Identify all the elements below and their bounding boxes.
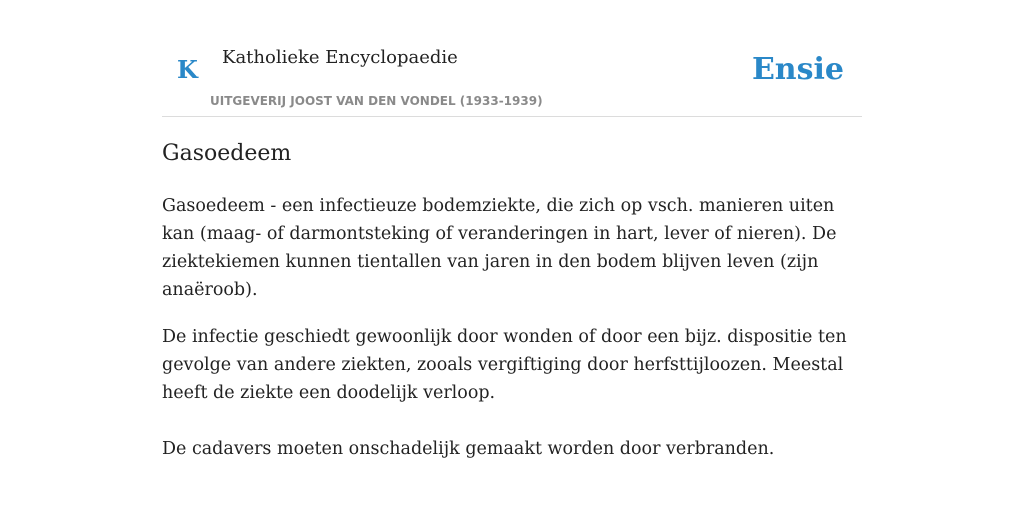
article-paragraph-2: De infectie geschiedt gewoonlijk door wonden of door een bijz. dispositie ten gevolge van andere ziekten, zooals vergiftiging door herfsttijloozen. Meestal heeft de ziekte een doodelijk verloop. (162, 327, 847, 403)
ensie-brand-logo[interactable]: Ensie (751, 52, 844, 87)
encyclopedia-title-link[interactable]: Katholieke Encyclopaedie (222, 47, 458, 68)
publisher-subtitle: UITGEVERIJ JOOST VAN DEN VONDEL (1933-1939) (210, 94, 543, 108)
encyclopedia-logo[interactable]: K (177, 55, 198, 84)
article-paragraph-3: De cadavers moeten onschadelijk gemaakt worden door verbranden. (162, 439, 775, 459)
article-paragraph-1: Gasoedeem - een infectieuze bodemziekte, die zich op vsch. manieren uiten kan (maag- of darmontsteking of veranderingen in hart, lever of nieren). De ziektekiemen kunnen tientallen van jaren in den bodem blijven leven (zijn anaëroob). (162, 196, 837, 300)
encyclopedia-header (162, 36, 862, 117)
article-title: Gasoedeem (162, 141, 292, 166)
